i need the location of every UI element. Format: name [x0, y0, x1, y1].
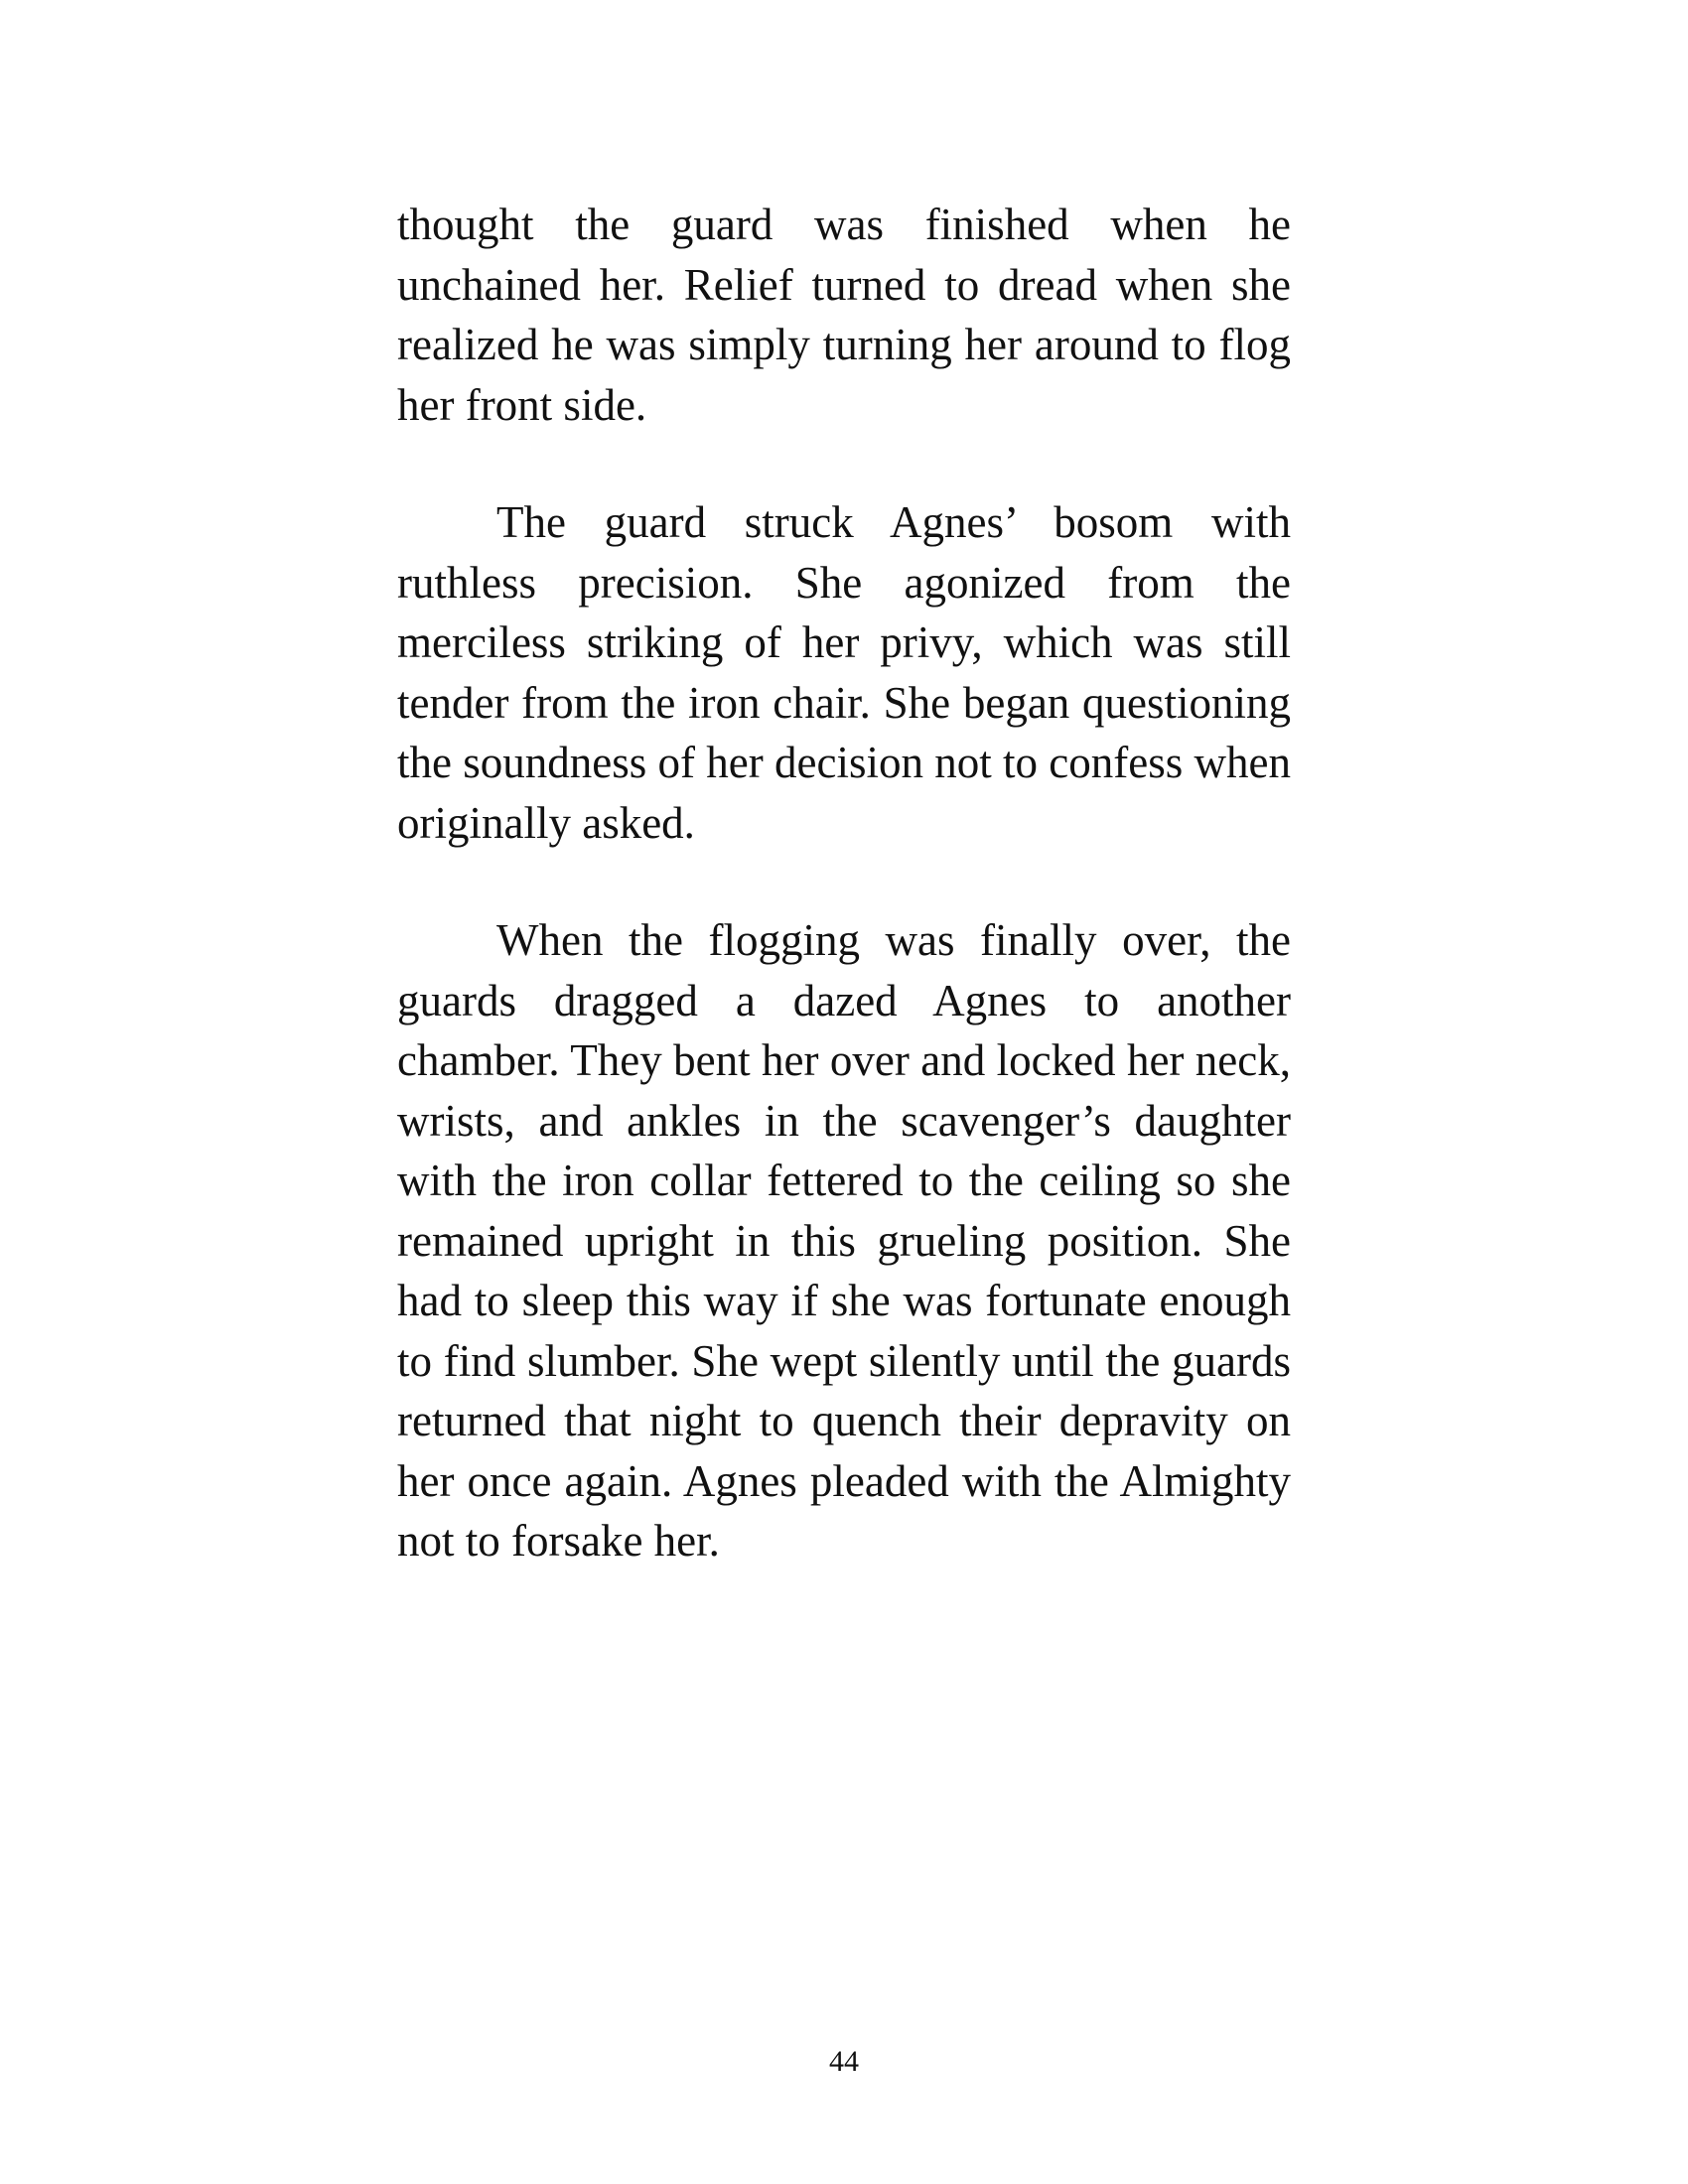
paragraph-scavengers-daughter: When the flogging was finally over, the guards dragged a dazed Agnes to another chamber. They bent her over and locked her neck, wrists, and ankles in the scavenger’s daughter with the iron collar fettered to the ceiling so she remained upright in this grueling position. She had to sleep this way if she was fortunate enough to find slumber. She wept silently until the guards returned that night to quench their depravity on her once again. Agnes pleaded with the Almighty not to forsake her. — [397, 915, 1291, 1566]
page-number: 44 — [829, 2045, 859, 2078]
paragraph-flogging: The guard struck Agnes’ bosom with ruthless precision. She agonized from the merciless striking of her privy, which was still tender from the iron chair. She began questioning the soundness of her decision not to confess when originally asked. — [397, 497, 1291, 848]
paragraph-continued: thought the guard was finished when he unchained her. Relief turned to dread when she realized he was simply turning her around to flog her front side. — [397, 200, 1291, 430]
body-text — [397, 195, 1291, 1629]
